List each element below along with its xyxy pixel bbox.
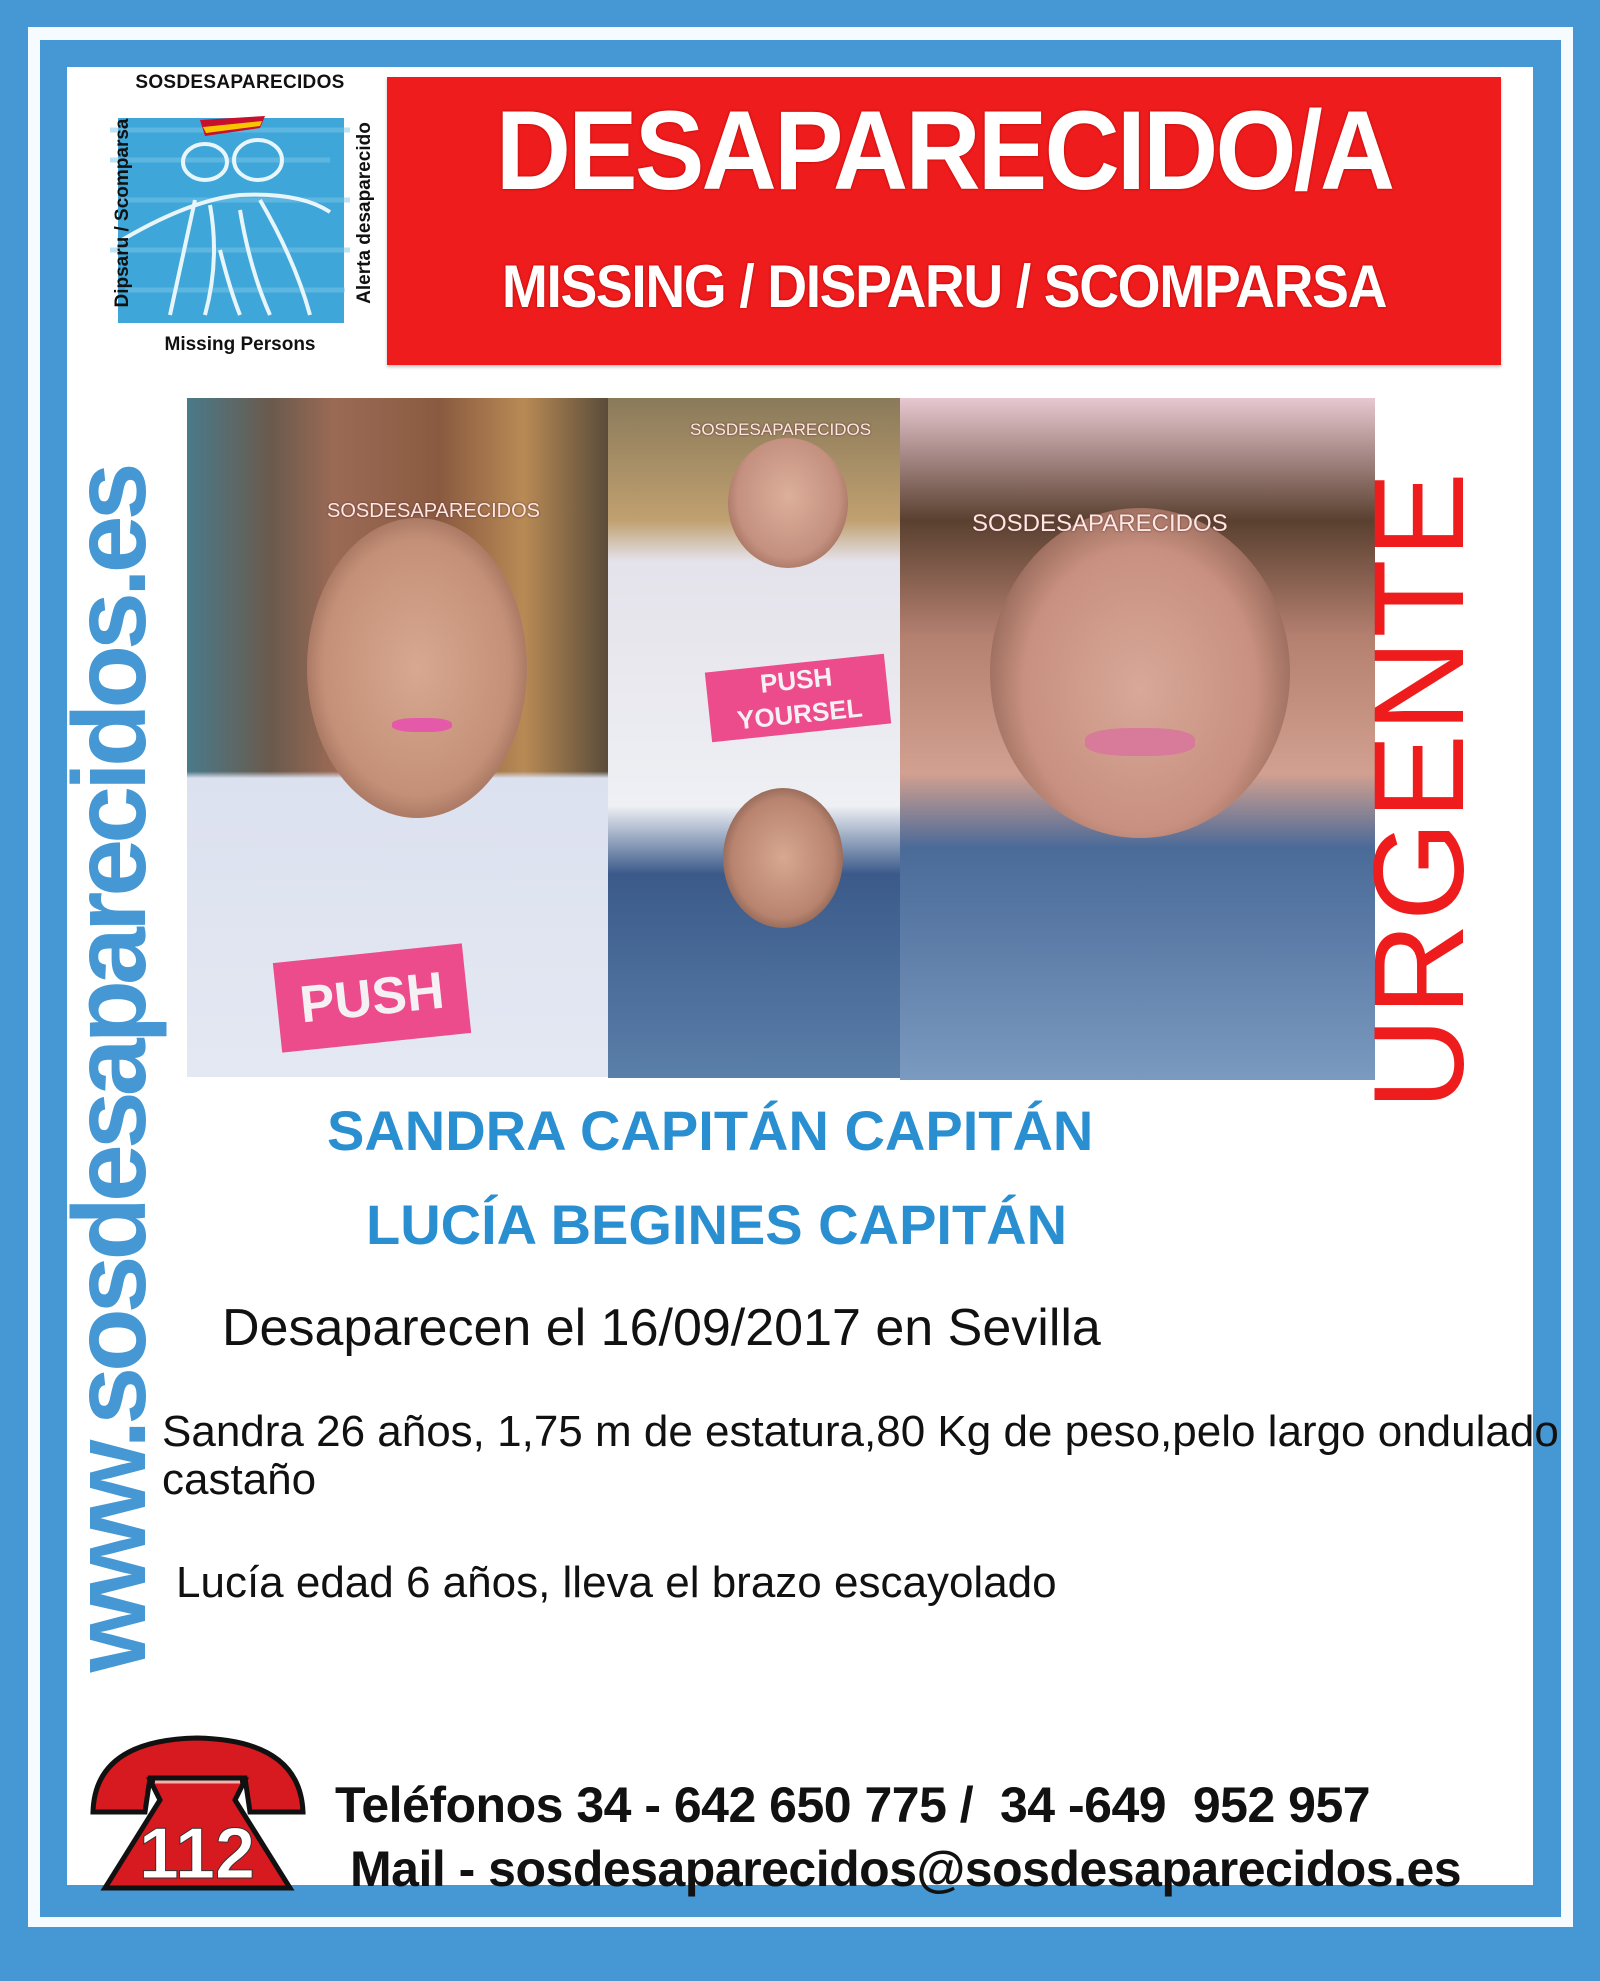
photo-sandra-and-lucia: [608, 398, 900, 1078]
missing-header-banner: [387, 77, 1501, 365]
missing-person-name-lucia: LUCÍA BEGINES CAPITÁN: [366, 1193, 1068, 1256]
photo-watermark: SOSDESAPARECIDOS: [327, 500, 541, 522]
header-subtitle: MISSING / DISPARU / SCOMPARSA: [501, 253, 1387, 320]
missing-person-name-sandra: SANDRA CAPITÁN CAPITÁN: [327, 1099, 1094, 1162]
photo-sandra-closeup: [187, 398, 608, 1077]
shirt-print: PUSH: [273, 943, 471, 1052]
disappearance-date-location: Desaparecen el 16/09/2017 en Sevilla: [222, 1299, 1101, 1357]
website-vertical-text: www.sosdesaparecidos.es: [52, 467, 168, 1673]
urgent-label: URGENTE: [1348, 470, 1491, 1110]
header-title: DESAPARECIDO/A: [495, 88, 1393, 213]
telephone-icon: [85, 1730, 310, 1895]
photo-watermark: SOSDESAPARECIDOS: [972, 510, 1228, 537]
logo-top-text: SOSDESAPARECIDOS: [135, 72, 345, 93]
logo-right-vertical-text: Alerta desaparecido: [354, 122, 375, 304]
sosdesaparecidos-logo: [80, 72, 380, 367]
photo-watermark: SOSDESAPARECIDOS: [690, 420, 872, 439]
logo-bottom-text: Missing Persons: [164, 334, 316, 355]
contact-email: Mail - sosdesaparecidos@sosdesaparecidos.es: [350, 1841, 1462, 1897]
emergency-telephone-icon: [85, 1730, 310, 1895]
photo-lucia-closeup: [900, 398, 1375, 1080]
lucia-description: Lucía edad 6 años, lleva el brazo escayolado: [176, 1558, 1057, 1607]
shirt-print: PUSH YOURSEL: [705, 654, 891, 742]
sandra-description: Sandra 26 años, 1,75 m de estatura,80 Kg de peso,pelo largo ondulado castaño: [162, 1407, 1559, 1504]
contact-phones: Teléfonos 34 - 642 650 775 / 34 -649 952 957: [335, 1777, 1371, 1833]
logo-left-vertical-text: Dipsaru / Scomparsa: [112, 118, 133, 308]
emergency-number: 112: [138, 1814, 256, 1894]
two-figures-with-spanish-flag-icon: [110, 100, 350, 330]
